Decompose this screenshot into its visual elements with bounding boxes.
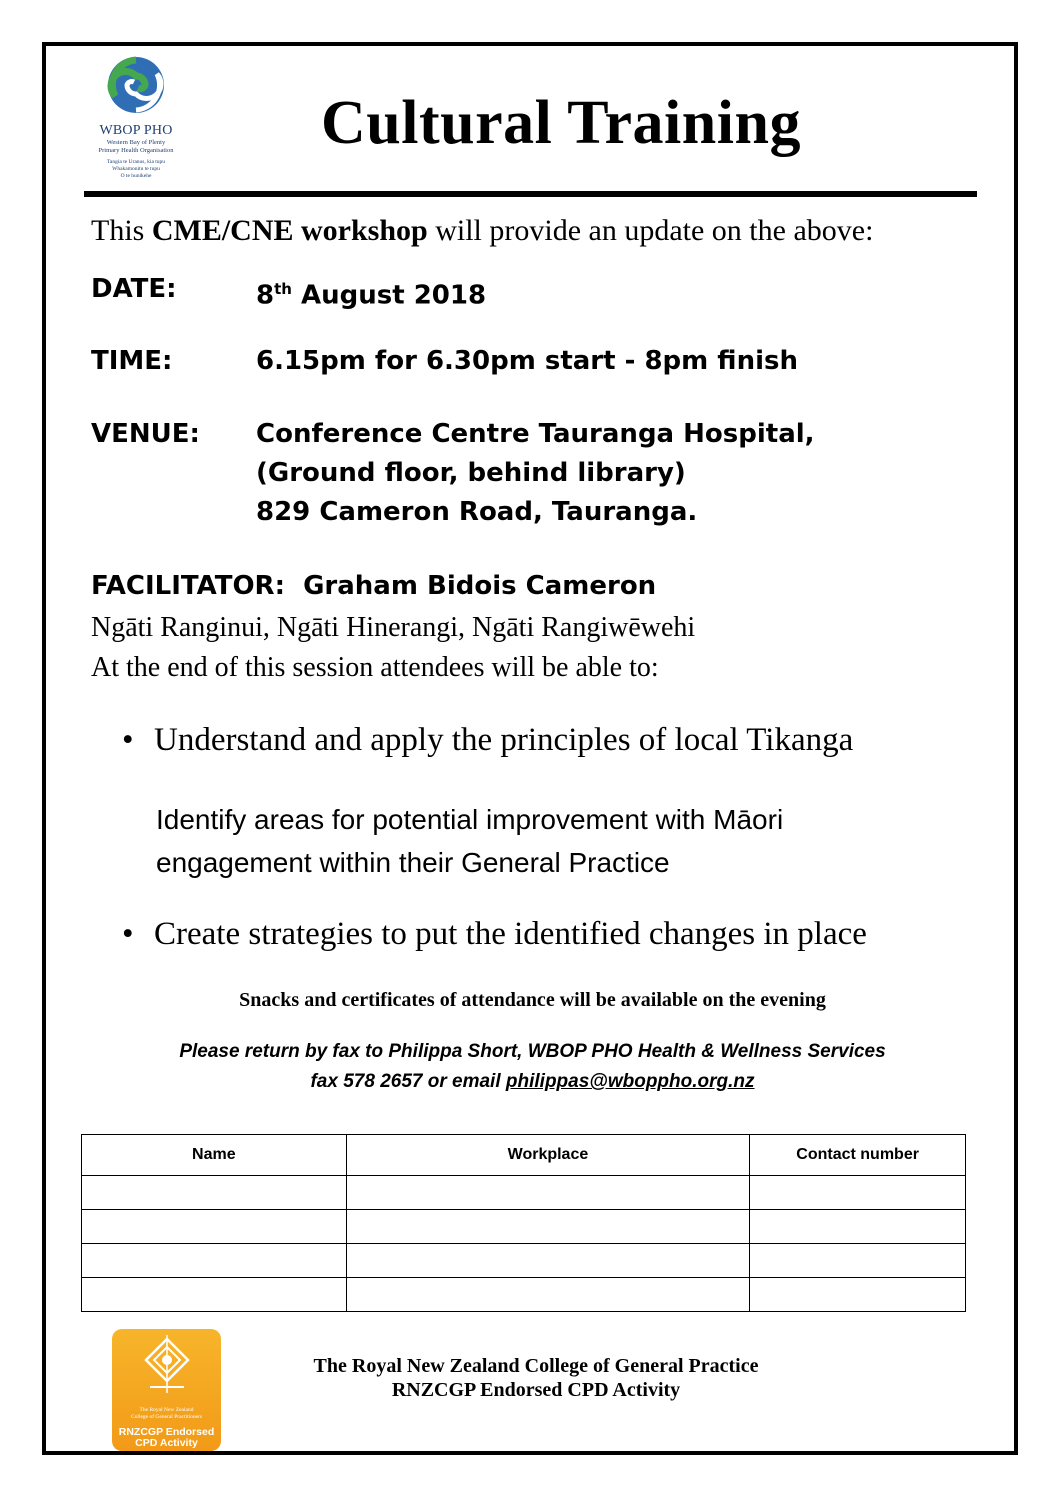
page-title: Cultural Training [321, 89, 801, 157]
logo-motto-2: Whakamonitu te tupu [112, 166, 160, 172]
venue-line-2: (Ground floor, behind library) [256, 458, 686, 488]
date-label: DATE: [91, 274, 177, 304]
workplace-cell[interactable] [346, 1244, 750, 1278]
return-instructions [46, 1037, 1019, 1097]
flyer-frame [42, 42, 1018, 1455]
outcome-item-1: • Understand and apply the principles of local Tikanga [122, 722, 854, 758]
header-name: Name [82, 1135, 347, 1176]
title-divider [84, 191, 977, 197]
table-row [82, 1210, 966, 1244]
outcome-item-2: Identify areas for potential improvement with Māori engagement within their General Practice [156, 804, 784, 878]
badge-endorsed-line-1: RNZCGP Endorsed [118, 1426, 215, 1438]
contact-cell[interactable] [750, 1278, 966, 1312]
badge-endorsed-line-2: CPD Activity [135, 1437, 198, 1449]
logo-subtitle-1: Western Bay of Plenty [106, 139, 166, 146]
table-row [82, 1176, 966, 1210]
facilitator-iwi: Ngāti Ranginui, Ngāti Hinerangi, Ngāti Rangiwēwehi [91, 612, 696, 643]
workplace-cell[interactable] [346, 1210, 750, 1244]
header-workplace: Workplace [346, 1135, 750, 1176]
header-contact-number: Contact number [750, 1135, 966, 1176]
college-crest-icon [142, 1335, 192, 1395]
facilitator-heading: FACILITATOR: Graham Bidois Cameron [91, 571, 657, 601]
facilitator-name: Graham Bidois Cameron [303, 571, 657, 601]
badge-college-line-1: The Royal New Zealand [139, 1407, 194, 1413]
logo-motto-3: O te hunikehe [120, 173, 152, 179]
venue-value [256, 415, 815, 532]
bullet-icon: • [122, 916, 134, 952]
time-label: TIME: [91, 346, 173, 376]
venue-line-1: Conference Centre Tauranga Hospital, [256, 419, 815, 449]
college-line-2: RNZCGP Endorsed CPD Activity [391, 1379, 681, 1401]
logo-subtitle-2: Primary Health Organisation [98, 147, 174, 154]
attendees-intro: At the end of this session attendees will be able to: [91, 652, 659, 683]
venue-line-3: 829 Cameron Road, Tauranga. [256, 497, 698, 527]
snacks-notice: Snacks and certificates of attendance will be available on the evening [239, 989, 826, 1011]
table-row [82, 1244, 966, 1278]
contact-cell[interactable] [750, 1210, 966, 1244]
time-value: 6.15pm for 6.30pm start - 8pm finish [256, 346, 798, 376]
name-cell[interactable] [82, 1278, 347, 1312]
intro-text: This CME/CNE workshop will provide an update on the above: [91, 214, 874, 247]
logo-motto-1: Tangia te Uranus, kia tupu [106, 159, 166, 165]
table-header-row [82, 1135, 966, 1176]
badge-college-line-2: College of General Practitioners [130, 1414, 203, 1420]
return-line-2: fax 578 2657 or email philippas@wboppho.org.nz [310, 1071, 755, 1092]
name-cell[interactable] [82, 1244, 347, 1278]
name-cell[interactable] [82, 1176, 347, 1210]
registration-table [81, 1134, 966, 1312]
return-line-1: Please return by fax to Philippa Short, WBOP PHO Health & Wellness Services [179, 1041, 886, 1062]
name-cell[interactable] [82, 1210, 347, 1244]
venue-label: VENUE: [91, 419, 200, 449]
rnzcgp-endorsed-badge [112, 1329, 221, 1451]
college-endorsement [296, 1354, 776, 1402]
email-link[interactable]: philippas@wboppho.org.nz [505, 1071, 755, 1092]
table-row [82, 1278, 966, 1312]
logo-org-name: WBOP PHO [99, 123, 173, 138]
workplace-cell[interactable] [346, 1176, 750, 1210]
bullet-icon: • [122, 722, 134, 758]
date-value: 8th August 2018 [256, 280, 487, 311]
contact-cell[interactable] [750, 1244, 966, 1278]
intro-bold: CME/CNE workshop [151, 214, 428, 247]
workplace-cell[interactable] [346, 1278, 750, 1312]
contact-cell[interactable] [750, 1176, 966, 1210]
outcome-item-3: • Create strategies to put the identified changes in place [122, 916, 867, 952]
college-line-1: The Royal New Zealand College of General Practice [313, 1355, 759, 1377]
